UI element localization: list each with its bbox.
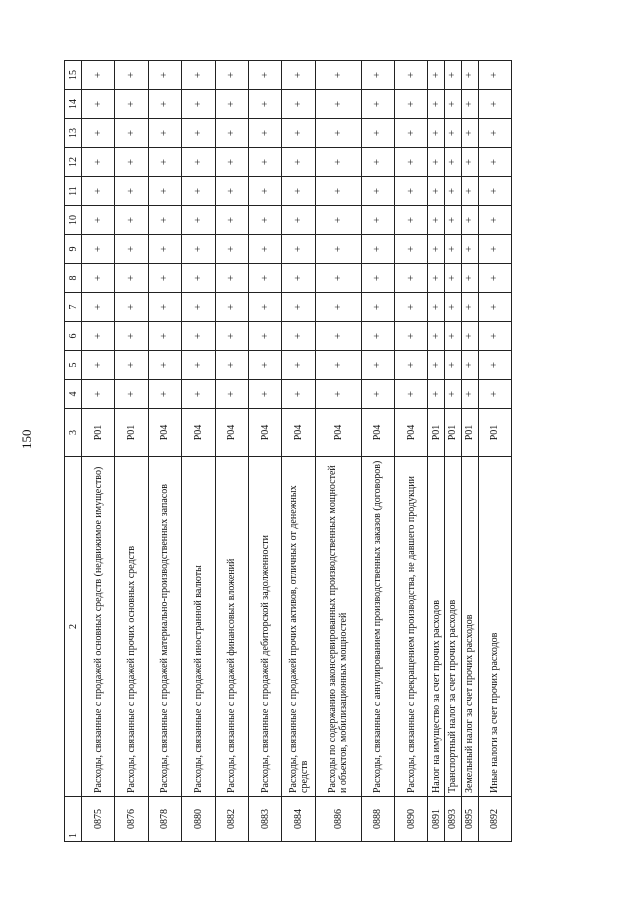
row-mark: +	[248, 90, 281, 119]
row-mark: +	[478, 351, 512, 380]
row-mark: +	[148, 235, 181, 264]
row-description: Расходы, связанные с продажей финансовых вложений	[215, 457, 248, 797]
row-symbol: P01	[478, 409, 512, 457]
row-mark: +	[182, 119, 215, 148]
table-row	[215, 61, 248, 842]
row-mark: +	[395, 90, 428, 119]
row-mark: +	[478, 293, 512, 322]
row-code: 0895	[461, 797, 478, 842]
table-row	[395, 61, 428, 842]
row-mark: +	[395, 264, 428, 293]
row-mark: +	[115, 90, 148, 119]
row-mark: +	[248, 322, 281, 351]
row-code: 0892	[478, 797, 512, 842]
row-mark: +	[215, 235, 248, 264]
row-mark: +	[282, 90, 315, 119]
row-mark: +	[182, 90, 215, 119]
row-mark: +	[315, 90, 361, 119]
row-code: 0890	[395, 797, 428, 842]
header-row	[65, 61, 82, 842]
row-mark: +	[461, 90, 478, 119]
row-mark: +	[182, 177, 215, 206]
row-description: Расходы, связанные с продажей дебиторской задолженности	[248, 457, 281, 797]
row-mark: +	[215, 177, 248, 206]
row-mark: +	[82, 264, 115, 293]
column-header: 14	[65, 90, 82, 119]
row-description: Расходы, связанные с прекращением производства, не давшего продукции	[395, 457, 428, 797]
row-mark: +	[478, 90, 512, 119]
row-mark: +	[461, 119, 478, 148]
row-mark: +	[478, 235, 512, 264]
table-row	[182, 61, 215, 842]
row-description: Расходы, связанные с продажей основных средств (недвижимое имущество)	[82, 457, 115, 797]
row-mark: +	[461, 264, 478, 293]
column-header: 13	[65, 119, 82, 148]
row-symbol: P01	[82, 409, 115, 457]
row-mark: +	[315, 148, 361, 177]
row-mark: +	[445, 293, 462, 322]
table-row	[248, 61, 281, 842]
column-header: 8	[65, 264, 82, 293]
row-mark: +	[82, 322, 115, 351]
row-mark: +	[395, 177, 428, 206]
row-mark: +	[478, 380, 512, 409]
row-mark: +	[361, 351, 394, 380]
row-mark: +	[182, 148, 215, 177]
row-mark: +	[428, 380, 445, 409]
row-mark: +	[282, 148, 315, 177]
row-mark: +	[395, 351, 428, 380]
table-row	[428, 61, 445, 842]
row-mark: +	[282, 206, 315, 235]
row-mark: +	[428, 322, 445, 351]
row-mark: +	[395, 322, 428, 351]
row-symbol: P04	[182, 409, 215, 457]
row-mark: +	[82, 206, 115, 235]
column-header: 5	[65, 351, 82, 380]
table-row	[461, 61, 478, 842]
row-mark: +	[395, 380, 428, 409]
row-mark: +	[478, 177, 512, 206]
row-mark: +	[282, 177, 315, 206]
row-mark: +	[461, 148, 478, 177]
row-mark: +	[395, 61, 428, 90]
table-body	[82, 61, 512, 842]
row-mark: +	[361, 177, 394, 206]
row-mark: +	[82, 61, 115, 90]
row-mark: +	[315, 293, 361, 322]
row-mark: +	[282, 293, 315, 322]
row-mark: +	[148, 90, 181, 119]
row-mark: +	[315, 61, 361, 90]
row-mark: +	[215, 293, 248, 322]
row-mark: +	[248, 177, 281, 206]
row-mark: +	[428, 264, 445, 293]
row-mark: +	[115, 119, 148, 148]
table-row	[361, 61, 394, 842]
row-mark: +	[282, 264, 315, 293]
row-mark: +	[361, 264, 394, 293]
row-mark: +	[215, 119, 248, 148]
table-row	[82, 61, 115, 842]
column-header: 1	[65, 797, 82, 842]
row-mark: +	[461, 61, 478, 90]
row-mark: +	[478, 264, 512, 293]
row-mark: +	[395, 206, 428, 235]
row-mark: +	[215, 322, 248, 351]
row-mark: +	[478, 206, 512, 235]
row-mark: +	[445, 380, 462, 409]
row-mark: +	[478, 119, 512, 148]
row-mark: +	[428, 235, 445, 264]
row-code: 0876	[115, 797, 148, 842]
row-mark: +	[248, 61, 281, 90]
row-symbol: P04	[315, 409, 361, 457]
column-header: 12	[65, 148, 82, 177]
table-row	[315, 61, 361, 842]
row-mark: +	[361, 61, 394, 90]
row-mark: +	[215, 90, 248, 119]
row-mark: +	[248, 351, 281, 380]
row-symbol: P04	[148, 409, 181, 457]
row-mark: +	[82, 293, 115, 322]
row-mark: +	[215, 380, 248, 409]
row-symbol: P04	[215, 409, 248, 457]
row-mark: +	[115, 61, 148, 90]
row-mark: +	[115, 293, 148, 322]
row-mark: +	[115, 235, 148, 264]
row-code: 0875	[82, 797, 115, 842]
row-mark: +	[361, 206, 394, 235]
row-mark: +	[428, 351, 445, 380]
row-code: 0893	[445, 797, 462, 842]
column-header: 11	[65, 177, 82, 206]
row-mark: +	[82, 177, 115, 206]
row-mark: +	[248, 119, 281, 148]
row-mark: +	[82, 148, 115, 177]
column-header: 10	[65, 206, 82, 235]
row-mark: +	[282, 235, 315, 264]
table-row	[282, 61, 315, 842]
row-mark: +	[115, 351, 148, 380]
row-mark: +	[445, 119, 462, 148]
row-code: 0888	[361, 797, 394, 842]
table-container	[64, 62, 512, 842]
row-mark: +	[115, 322, 148, 351]
column-header: 4	[65, 380, 82, 409]
row-description: Расходы, связанные с продажей иностранной валюты	[182, 457, 215, 797]
row-symbol: P04	[395, 409, 428, 457]
row-mark: +	[182, 322, 215, 351]
row-description: Иные налоги за счет прочих расходов	[478, 457, 512, 797]
row-code: 0883	[248, 797, 281, 842]
row-mark: +	[428, 119, 445, 148]
row-mark: +	[315, 264, 361, 293]
row-mark: +	[115, 177, 148, 206]
row-mark: +	[182, 380, 215, 409]
row-mark: +	[445, 177, 462, 206]
row-mark: +	[461, 351, 478, 380]
row-mark: +	[315, 351, 361, 380]
row-mark: +	[361, 235, 394, 264]
row-description: Расходы, связанные с продажей прочих основных средств	[115, 457, 148, 797]
column-header: 7	[65, 293, 82, 322]
row-mark: +	[395, 293, 428, 322]
row-code: 0878	[148, 797, 181, 842]
row-mark: +	[248, 235, 281, 264]
row-mark: +	[115, 380, 148, 409]
row-mark: +	[478, 61, 512, 90]
row-mark: +	[445, 322, 462, 351]
row-mark: +	[315, 380, 361, 409]
row-symbol: P04	[361, 409, 394, 457]
row-description: Транспортный налог за счет прочих расходов	[445, 457, 462, 797]
row-code: 0886	[315, 797, 361, 842]
row-mark: +	[182, 351, 215, 380]
row-mark: +	[148, 61, 181, 90]
row-mark: +	[148, 380, 181, 409]
column-header: 2	[65, 457, 82, 797]
row-mark: +	[445, 90, 462, 119]
row-symbol: P01	[428, 409, 445, 457]
row-mark: +	[82, 235, 115, 264]
row-code: 0891	[428, 797, 445, 842]
row-mark: +	[445, 264, 462, 293]
row-mark: +	[315, 322, 361, 351]
row-mark: +	[361, 148, 394, 177]
row-mark: +	[148, 264, 181, 293]
row-description: Расходы, связанные с аннулированием производственных заказов (договоров)	[361, 457, 394, 797]
row-mark: +	[461, 380, 478, 409]
row-mark: +	[445, 148, 462, 177]
row-description: Расходы по содержанию законсервированных производственных мощностей и объектов, мобилизационных мощностей	[315, 457, 361, 797]
row-mark: +	[445, 235, 462, 264]
row-mark: +	[148, 119, 181, 148]
row-mark: +	[182, 264, 215, 293]
row-mark: +	[395, 148, 428, 177]
row-mark: +	[115, 206, 148, 235]
row-mark: +	[478, 148, 512, 177]
column-header: 9	[65, 235, 82, 264]
table-row	[478, 61, 512, 842]
row-mark: +	[428, 61, 445, 90]
row-mark: +	[361, 90, 394, 119]
row-mark: +	[82, 90, 115, 119]
row-mark: +	[282, 322, 315, 351]
row-mark: +	[428, 90, 445, 119]
row-mark: +	[282, 380, 315, 409]
row-mark: +	[82, 119, 115, 148]
row-mark: +	[148, 148, 181, 177]
row-mark: +	[461, 206, 478, 235]
page-number: 150	[19, 429, 34, 449]
row-mark: +	[215, 206, 248, 235]
row-code: 0880	[182, 797, 215, 842]
row-mark: +	[248, 293, 281, 322]
column-header: 15	[65, 61, 82, 90]
table-row	[445, 61, 462, 842]
row-mark: +	[148, 206, 181, 235]
row-mark: +	[82, 380, 115, 409]
row-mark: +	[148, 177, 181, 206]
row-mark: +	[248, 206, 281, 235]
row-mark: +	[461, 235, 478, 264]
row-description: Расходы, связанные с продажей материально-производственных запасов	[148, 457, 181, 797]
row-mark: +	[428, 177, 445, 206]
row-symbol: P04	[282, 409, 315, 457]
row-mark: +	[182, 293, 215, 322]
row-mark: +	[428, 148, 445, 177]
row-symbol: P01	[445, 409, 462, 457]
row-mark: +	[215, 264, 248, 293]
row-symbol: P04	[248, 409, 281, 457]
row-mark: +	[315, 177, 361, 206]
row-symbol: P01	[115, 409, 148, 457]
row-mark: +	[82, 351, 115, 380]
row-mark: +	[445, 61, 462, 90]
row-description: Земельный налог за счет прочих расходов	[461, 457, 478, 797]
row-mark: +	[478, 322, 512, 351]
row-mark: +	[182, 206, 215, 235]
row-description: Расходы, связанные с продажей прочих активов, отличных от денежных средств	[282, 457, 315, 797]
row-mark: +	[115, 264, 148, 293]
row-mark: +	[148, 322, 181, 351]
row-mark: +	[282, 119, 315, 148]
row-mark: +	[115, 148, 148, 177]
row-code: 0884	[282, 797, 315, 842]
row-mark: +	[461, 293, 478, 322]
row-mark: +	[461, 177, 478, 206]
row-mark: +	[361, 380, 394, 409]
row-mark: +	[215, 351, 248, 380]
row-mark: +	[248, 148, 281, 177]
row-mark: +	[282, 351, 315, 380]
row-mark: +	[215, 61, 248, 90]
row-mark: +	[395, 235, 428, 264]
table-row	[148, 61, 181, 842]
row-mark: +	[361, 322, 394, 351]
row-mark: +	[315, 235, 361, 264]
row-mark: +	[248, 264, 281, 293]
row-mark: +	[428, 206, 445, 235]
row-symbol: P01	[461, 409, 478, 457]
row-mark: +	[215, 148, 248, 177]
expense-table	[64, 60, 512, 842]
row-code: 0882	[215, 797, 248, 842]
column-header: 3	[65, 409, 82, 457]
column-header: 6	[65, 322, 82, 351]
row-mark: +	[395, 119, 428, 148]
row-mark: +	[361, 119, 394, 148]
row-mark: +	[428, 293, 445, 322]
row-mark: +	[282, 61, 315, 90]
row-mark: +	[148, 351, 181, 380]
row-mark: +	[182, 235, 215, 264]
table-row	[115, 61, 148, 842]
row-mark: +	[315, 119, 361, 148]
row-mark: +	[445, 206, 462, 235]
row-mark: +	[182, 61, 215, 90]
row-mark: +	[248, 380, 281, 409]
row-mark: +	[361, 293, 394, 322]
row-mark: +	[445, 351, 462, 380]
row-mark: +	[148, 293, 181, 322]
row-mark: +	[315, 206, 361, 235]
row-description: Налог на имущество за счет прочих расходов	[428, 457, 445, 797]
row-mark: +	[461, 322, 478, 351]
